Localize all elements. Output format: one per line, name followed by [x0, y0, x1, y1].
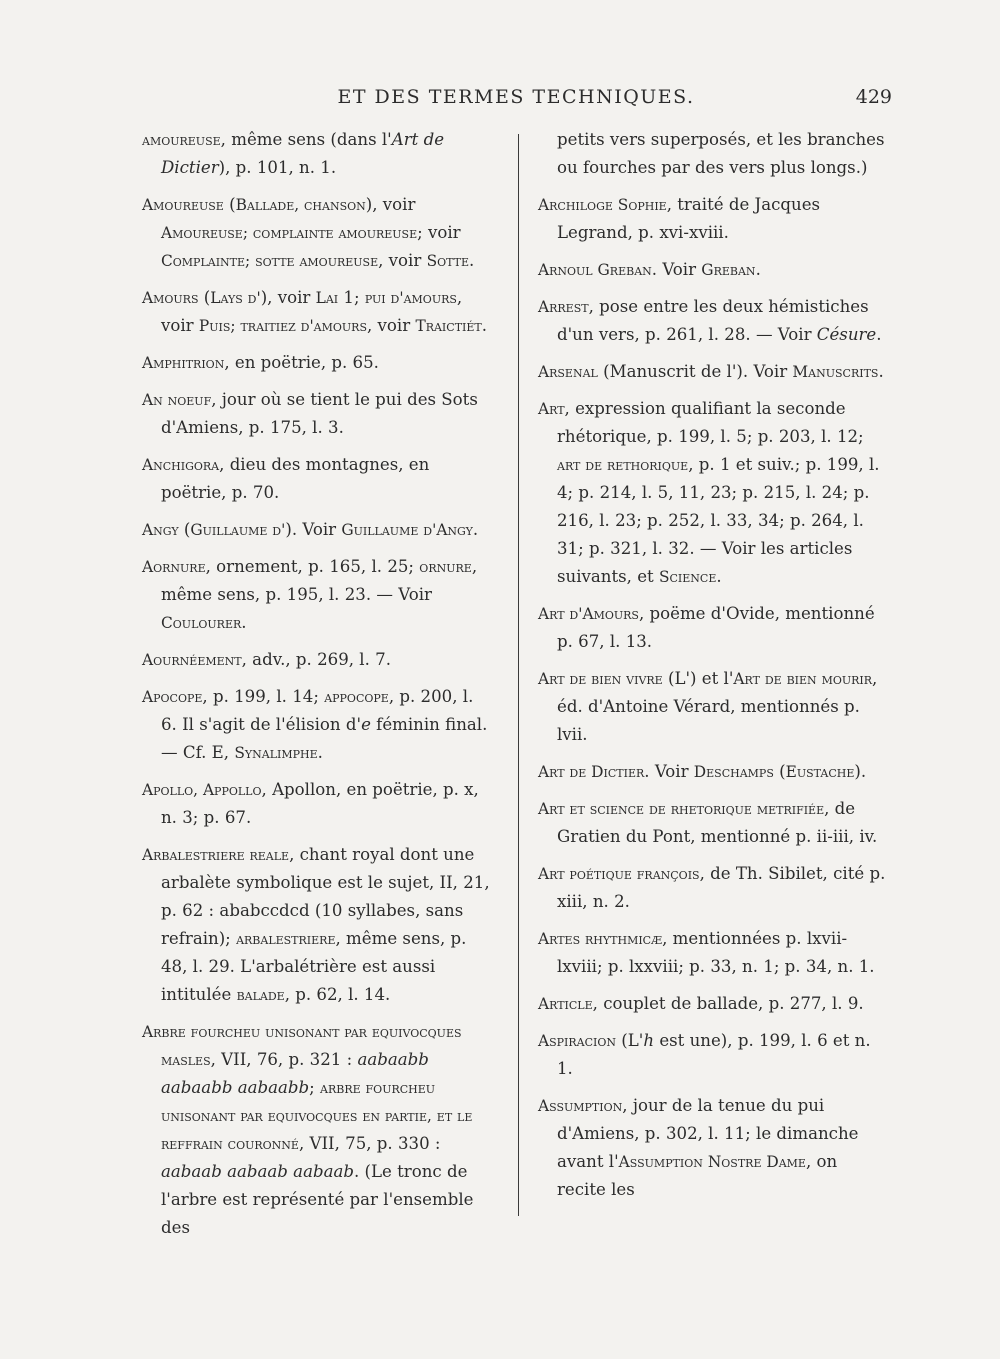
italic-text: aabaabb aabaabb aabaabb [161, 1050, 429, 1097]
headword-text: Aournéement [142, 651, 242, 669]
headword-text: Artes rhythmicæ [538, 930, 663, 948]
headword-text: Art de bien vivre [538, 670, 663, 688]
entry-text: , chant royal dont une arbalète symbolique est le sujet, II, 21, p. 62 : ababccdcd (10 syllabes, sans refrain); [161, 845, 490, 948]
headword-text: Article [538, 995, 593, 1013]
index-entry [142, 553, 494, 637]
entry-text: , jour où se tient le pui des Sots d'Amiens, p. 175, l. 3. [161, 390, 478, 437]
headword-text: Greban [701, 261, 756, 279]
index-entry [142, 776, 494, 832]
entry-text: , pose entre les deux hémistiches d'un vers, p. 261, l. 28. — Voir [557, 297, 869, 344]
entry-text: , même sens, p. 195, l. 23. — Voir [161, 557, 478, 604]
entry-text: ( [223, 195, 236, 214]
entry-text: . [317, 743, 323, 762]
index-entry [142, 126, 494, 182]
entry-text: 1; [338, 288, 365, 307]
entry-text: , p. 199, l. 14; [202, 687, 325, 706]
entry-text: , p. 200, l. 6. Il s'agit de l'élision d' [161, 687, 474, 734]
entry-text: , éd. d'Antoine Vérard, mentionnés p. lvii. [557, 669, 878, 744]
column-divider [518, 134, 519, 1216]
index-entry [142, 683, 494, 767]
entry-text: , VII, 76, p. 321 : [210, 1050, 358, 1069]
left-column [142, 126, 494, 1251]
headword-text: Arbalestriere reale [142, 846, 290, 864]
italic-text: e [361, 715, 371, 734]
index-entry [142, 191, 494, 275]
entry-text: , mentionnées p. lxvii-lxviii; p. lxxviii; p. 33, n. 1; p. 34, n. 1. [557, 929, 875, 976]
entry-text: , de Gratien du Pont, mentionné p. ii-iii, iv. [557, 799, 878, 846]
entry-text: , voir [161, 288, 463, 335]
entry-text: , même sens (dans l' [220, 130, 392, 149]
headword-text: appocope [324, 688, 389, 706]
headword-text: Apocope [142, 688, 203, 706]
entry-text: , même sens, p. 48, l. 29. L'arbalétrière est aussi intitulée [161, 929, 467, 1004]
index-entry [538, 358, 890, 386]
entry-text: , de Th. Sibilet, cité p. xiii, n. 2. [557, 864, 886, 911]
entry-text: ), voir [260, 288, 316, 307]
entry-text: ; [309, 1078, 321, 1097]
headword-text: Synalimphe [234, 744, 318, 762]
entry-text: (Manuscrit de l'). Voir [597, 362, 793, 381]
headword-text: Aspiracion [538, 1032, 617, 1050]
headword-text: An noeuf [142, 391, 212, 409]
index-entry [538, 256, 890, 284]
headword-text: Assumption [538, 1097, 623, 1115]
index-entry-continuation [557, 126, 890, 182]
entry-text: . [469, 251, 475, 270]
headword-text: Guillaume d'Angy [341, 521, 473, 539]
headword-text: arbre fourcheu unisonant par equivocques en partie, et le reffrain couronné [161, 1079, 473, 1153]
headword-text: Arsenal [538, 363, 598, 381]
index-entry [538, 1092, 890, 1204]
entry-text: , adv., p. 269, l. 7. [241, 650, 392, 669]
index-entry [538, 293, 890, 349]
page-header [140, 86, 892, 116]
index-entry [142, 646, 494, 674]
running-title: ET DES TERMES TECHNIQUES. [337, 86, 695, 108]
headword-text: Complainte; sotte amoureuse [161, 252, 379, 270]
headword-text: Science [658, 568, 717, 586]
entry-text: , voir [367, 316, 416, 335]
entry-text: , jour de la tenue du pui d'Amiens, p. 302, l. 11; le dimanche avant l' [557, 1096, 859, 1171]
entry-text: féminin final. — Cf. E, [161, 715, 488, 762]
headword-text: Sotte [426, 252, 470, 270]
entry-text: ), p. 101, n. 1. [218, 158, 337, 177]
headword-text: Lays d' [210, 289, 261, 307]
entry-text: , p. 62, l. 14. [284, 985, 391, 1004]
entry-text: . [878, 362, 884, 381]
italic-text: Césure [816, 325, 877, 344]
index-entry [142, 349, 494, 377]
entry-text: . [755, 260, 761, 279]
index-entry [538, 795, 890, 851]
entry-text: , dieu des montagnes, en poëtrie, p. 70. [161, 455, 430, 502]
headword-text: Traictiét [415, 317, 482, 335]
index-entry [538, 191, 890, 247]
index-entry [538, 758, 890, 786]
index-entry [142, 451, 494, 507]
entry-text: (L') et l' [662, 669, 734, 688]
headword-text: Angy [142, 521, 179, 539]
entry-text: . [876, 325, 882, 344]
entry-text: , ornement, p. 165, l. 25; [205, 557, 420, 576]
entry-text: (L' [616, 1031, 644, 1050]
headword-text: Art [538, 400, 565, 418]
headword-text: Arnoul Greban [538, 261, 652, 279]
headword-text: Manuscrits [792, 363, 879, 381]
index-entry [142, 1018, 494, 1242]
index-entry [142, 516, 494, 544]
headword-text: amoureuse [142, 131, 221, 149]
headword-text: Aornure [142, 558, 206, 576]
index-entry [538, 600, 890, 656]
entry-text: , traité de Jacques Legrand, p. xvi-xviii. [557, 195, 821, 242]
index-entry [142, 386, 494, 442]
headword-text: Amoureuse; complainte amoureuse [161, 224, 418, 242]
headword-text: Amphitrion [142, 354, 225, 372]
entry-text: ( [198, 288, 211, 307]
headword-text: art de rethorique [557, 456, 689, 474]
headword-text: Art d'Amours [538, 605, 639, 623]
headword-text: balade [236, 986, 285, 1004]
headword-text: Assumption Nostre Dame [618, 1153, 806, 1171]
italic-text: aabaab aabaab aabaab [161, 1162, 354, 1181]
headword-text: Deschamps [693, 763, 774, 781]
headword-text: ornure [419, 558, 472, 576]
headword-text: Art de Dictier [538, 763, 645, 781]
entry-text: . (Le tronc de l'arbre est représenté par l'ensemble des [161, 1162, 474, 1237]
headword-text: Arrest [538, 298, 589, 316]
headword-text: Arbre fourcheu unisonant par equivocques masles [142, 1023, 462, 1069]
entry-text: . [472, 520, 479, 539]
entry-text: . [481, 316, 488, 335]
entry-text: , VII, 75, p. 330 : [298, 1134, 441, 1153]
headword-text: Lai [315, 289, 339, 307]
headword-text: Apollo, Appollo [142, 781, 262, 799]
headword-text: Anchigora [142, 456, 220, 474]
entry-text: , p. 1 et suiv.; p. 199, l. 4; p. 214, l. 5, 11, 23; p. 215, l. 24; p. 216, l. 23; p. 252, l. 33, 34; p. 264, l. 31; p. 321, l. 32. — Voir les articles suivants, et [557, 455, 880, 586]
entry-text: , poëme d'Ovide, mentionné p. 67, l. 13. [557, 604, 875, 651]
headword-text: Art poétique françois [538, 865, 700, 883]
index-entry [538, 925, 890, 981]
entry-text: , voir [378, 251, 427, 270]
entry-text: ( [178, 520, 191, 539]
entry-text: . Voir [644, 762, 694, 781]
entry-text: est une), p. 199, l. 6 et n. 1. [557, 1031, 871, 1078]
right-column [538, 126, 890, 1213]
entry-text: , expression qualifiant la seconde rhétorique, p. 199, l. 5; p. 203, l. 12; [557, 399, 864, 446]
index-entry [142, 284, 494, 340]
entry-text: ; voir [417, 223, 461, 242]
index-entry [538, 1027, 890, 1083]
entry-text: ). [854, 762, 867, 781]
headword-text: Coulourer [161, 614, 242, 632]
entry-text: , en poëtrie, p. 65. [224, 353, 379, 372]
index-entry [538, 395, 890, 591]
index-entry [142, 841, 494, 1009]
headword-text: Art et science de rhetorique metrifiée [538, 800, 825, 818]
headword-text: Ballade, chanson [235, 196, 366, 214]
headword-text: Archiloge Sophie [538, 196, 667, 214]
index-entry [538, 665, 890, 749]
entry-text: . [241, 613, 247, 632]
italic-text: h [643, 1031, 655, 1050]
headword-text: arbalestriere [236, 930, 336, 948]
headword-text: pui d'amours [364, 289, 457, 307]
headword-text: Amours [142, 289, 199, 307]
entry-text: , Apollon, en poëtrie, p. x, n. 3; p. 67. [161, 780, 479, 827]
headword-text: Art de bien mourir [733, 670, 873, 688]
index-entry [538, 860, 890, 916]
entry-text: , couplet de ballade, p. 277, l. 9. [592, 994, 864, 1013]
headword-text: Eustache [785, 763, 855, 781]
headword-text: Puis; traitiez d'amours [198, 317, 367, 335]
entry-text: . [716, 567, 722, 586]
entry-text: ), voir [365, 195, 416, 214]
entry-text: , on recite les [557, 1152, 838, 1199]
page-number: 429 [855, 86, 892, 108]
entry-text: ( [773, 762, 786, 781]
entry-text: ). Voir [285, 520, 342, 539]
index-entry [538, 990, 890, 1018]
italic-text: Art de Dictier [161, 130, 445, 177]
headword-text: Amoureuse [142, 196, 224, 214]
entry-text: . Voir [651, 260, 702, 279]
entry-text: petits vers superposés, et les branches ou fourches par des vers plus longs.) [557, 130, 885, 177]
headword-text: Guillaume d' [190, 521, 286, 539]
